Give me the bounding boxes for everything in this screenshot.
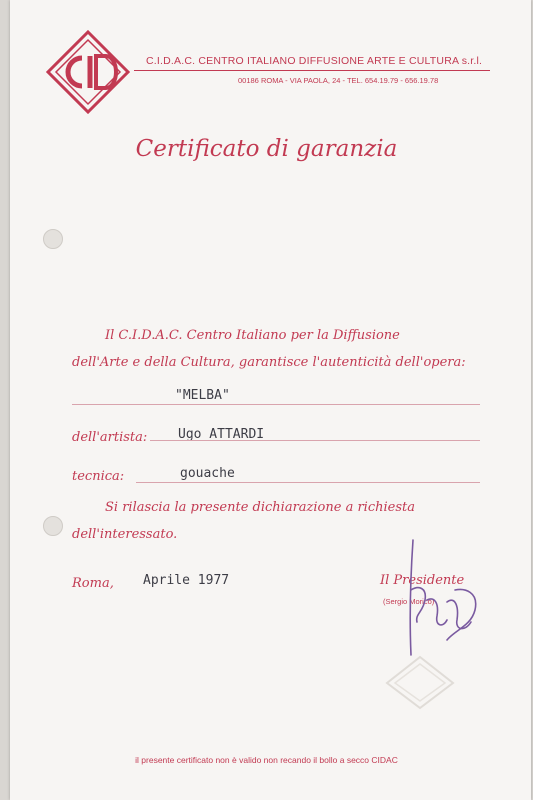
header-divider: [134, 70, 490, 71]
handwritten-signature: [395, 530, 485, 670]
embossed-seal: [385, 655, 455, 710]
body-line-1: Il C.I.D.A.C. Centro Italiano per la Diffusione: [105, 328, 400, 343]
declaration-line-1: Si rilascia la presente dichiarazione a richiesta: [105, 500, 415, 515]
punch-hole: [43, 229, 63, 249]
footer-note: il presente certificato non è valido non recando il bollo a secco CIDAC: [135, 755, 398, 765]
punch-hole: [43, 516, 63, 536]
technique-rule: [136, 482, 480, 483]
artwork-title-rule: [72, 404, 480, 405]
technique-value: gouache: [180, 466, 235, 481]
declaration-line-2: dell'interessato.: [72, 527, 178, 542]
organization-name: C.I.D.A.C. CENTRO ITALIANO DIFFUSIONE ARTE E CULTURA s.r.l.: [146, 55, 483, 67]
president-name: (Sergio Morico): [383, 597, 435, 606]
artist-rule: [150, 440, 480, 441]
date: Aprile 1977: [143, 573, 230, 588]
organization-address: 00186 ROMA - VIA PAOLA, 24 - TEL. 654.19.79 - 656.19.78: [238, 76, 439, 85]
technique-label: tecnica:: [72, 469, 125, 484]
certificate-title: Certificato di garanzia: [135, 136, 398, 162]
body-line-2: dell'Arte e della Cultura, garantisce l'autenticità dell'opera:: [72, 355, 466, 370]
artist-value: Ugo ATTARDI: [178, 427, 265, 442]
cidac-logo: [46, 30, 130, 114]
artist-label: dell'artista:: [72, 430, 148, 445]
president-label: Il Presidente: [380, 573, 465, 588]
place: Roma,: [72, 576, 114, 591]
artwork-title: "MELBA": [175, 388, 230, 403]
